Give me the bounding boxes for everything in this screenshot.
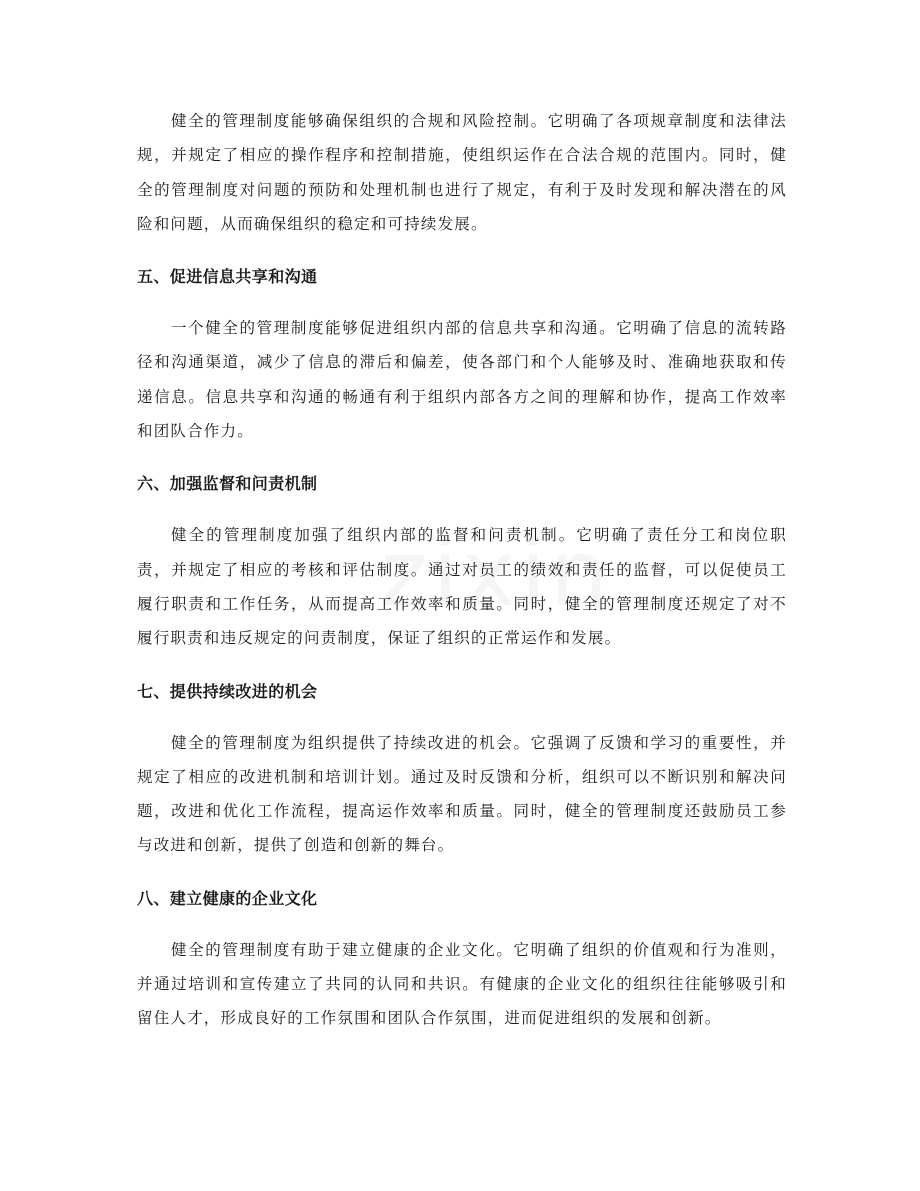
heading-section-6: 六、加强监督和问责机制 (137, 474, 318, 494)
paragraph-section-5: 一个健全的管理制度能够促进组织内部的信息共享和沟通。它明确了信息的流转路径和沟通渠道，减少了信息的滞后和偏差，使各部门和个人能够及时、准确地获取和传递信息。信息共享和沟通的畅通有利于组织内部各方之间的理解和协作，提高工作效率和团队合作力。 (137, 319, 787, 441)
paragraph-risk-control: 健全的管理制度能够确保组织的合规和风险控制。它明确了各项规章制度和法律法规，并规定了相应的操作程序和控制措施，使组织运作在合法合规的范围内。同时，健全的管理制度对问题的预防和处理机制也进行了规定，有利于及时发现和解决潜在的风险和问题，从而确保组织的稳定和可持续发展。 (137, 112, 787, 233)
heading-section-7: 七、提供持续改进的机会 (137, 681, 318, 701)
heading-section-8: 八、建立健康的企业文化 (137, 888, 318, 908)
paragraph-section-6: 健全的管理制度加强了组织内部的监督和问责机制。它明确了责任分工和岗位职责，并规定了相应的考核和评估制度。通过对员工的绩效和责任的监督，可以促使员工履行职责和工作任务，从而提高工作效率和质量。同时，健全的管理制度还规定了对不履行职责和违反规定的问责制度，保证了组织的正常运作和发展。 (137, 526, 787, 648)
paragraph-section-8: 健全的管理制度有助于建立健康的企业文化。它明确了组织的价值观和行为准则，并通过培训和宣传建立了共同的认同和共识。有健康的企业文化的组织往往能够吸引和留住人才，形成良好的工作氛围和团队合作氛围，进而促进组织的发展和创新。 (137, 940, 787, 1028)
document-body (137, 104, 787, 1036)
paragraph-section-7: 健全的管理制度为组织提供了持续改进的机会。它强调了反馈和学习的重要性，并规定了相应的改进机制和培训计划。通过及时反馈和分析，组织可以不断识别和解决问题，改进和优化工作流程，提高运作效率和质量。同时，健全的管理制度还鼓励员工参与改进和创新，提供了创造和创新的舞台。 (137, 733, 787, 855)
heading-section-5: 五、促进信息共享和沟通 (137, 267, 318, 287)
